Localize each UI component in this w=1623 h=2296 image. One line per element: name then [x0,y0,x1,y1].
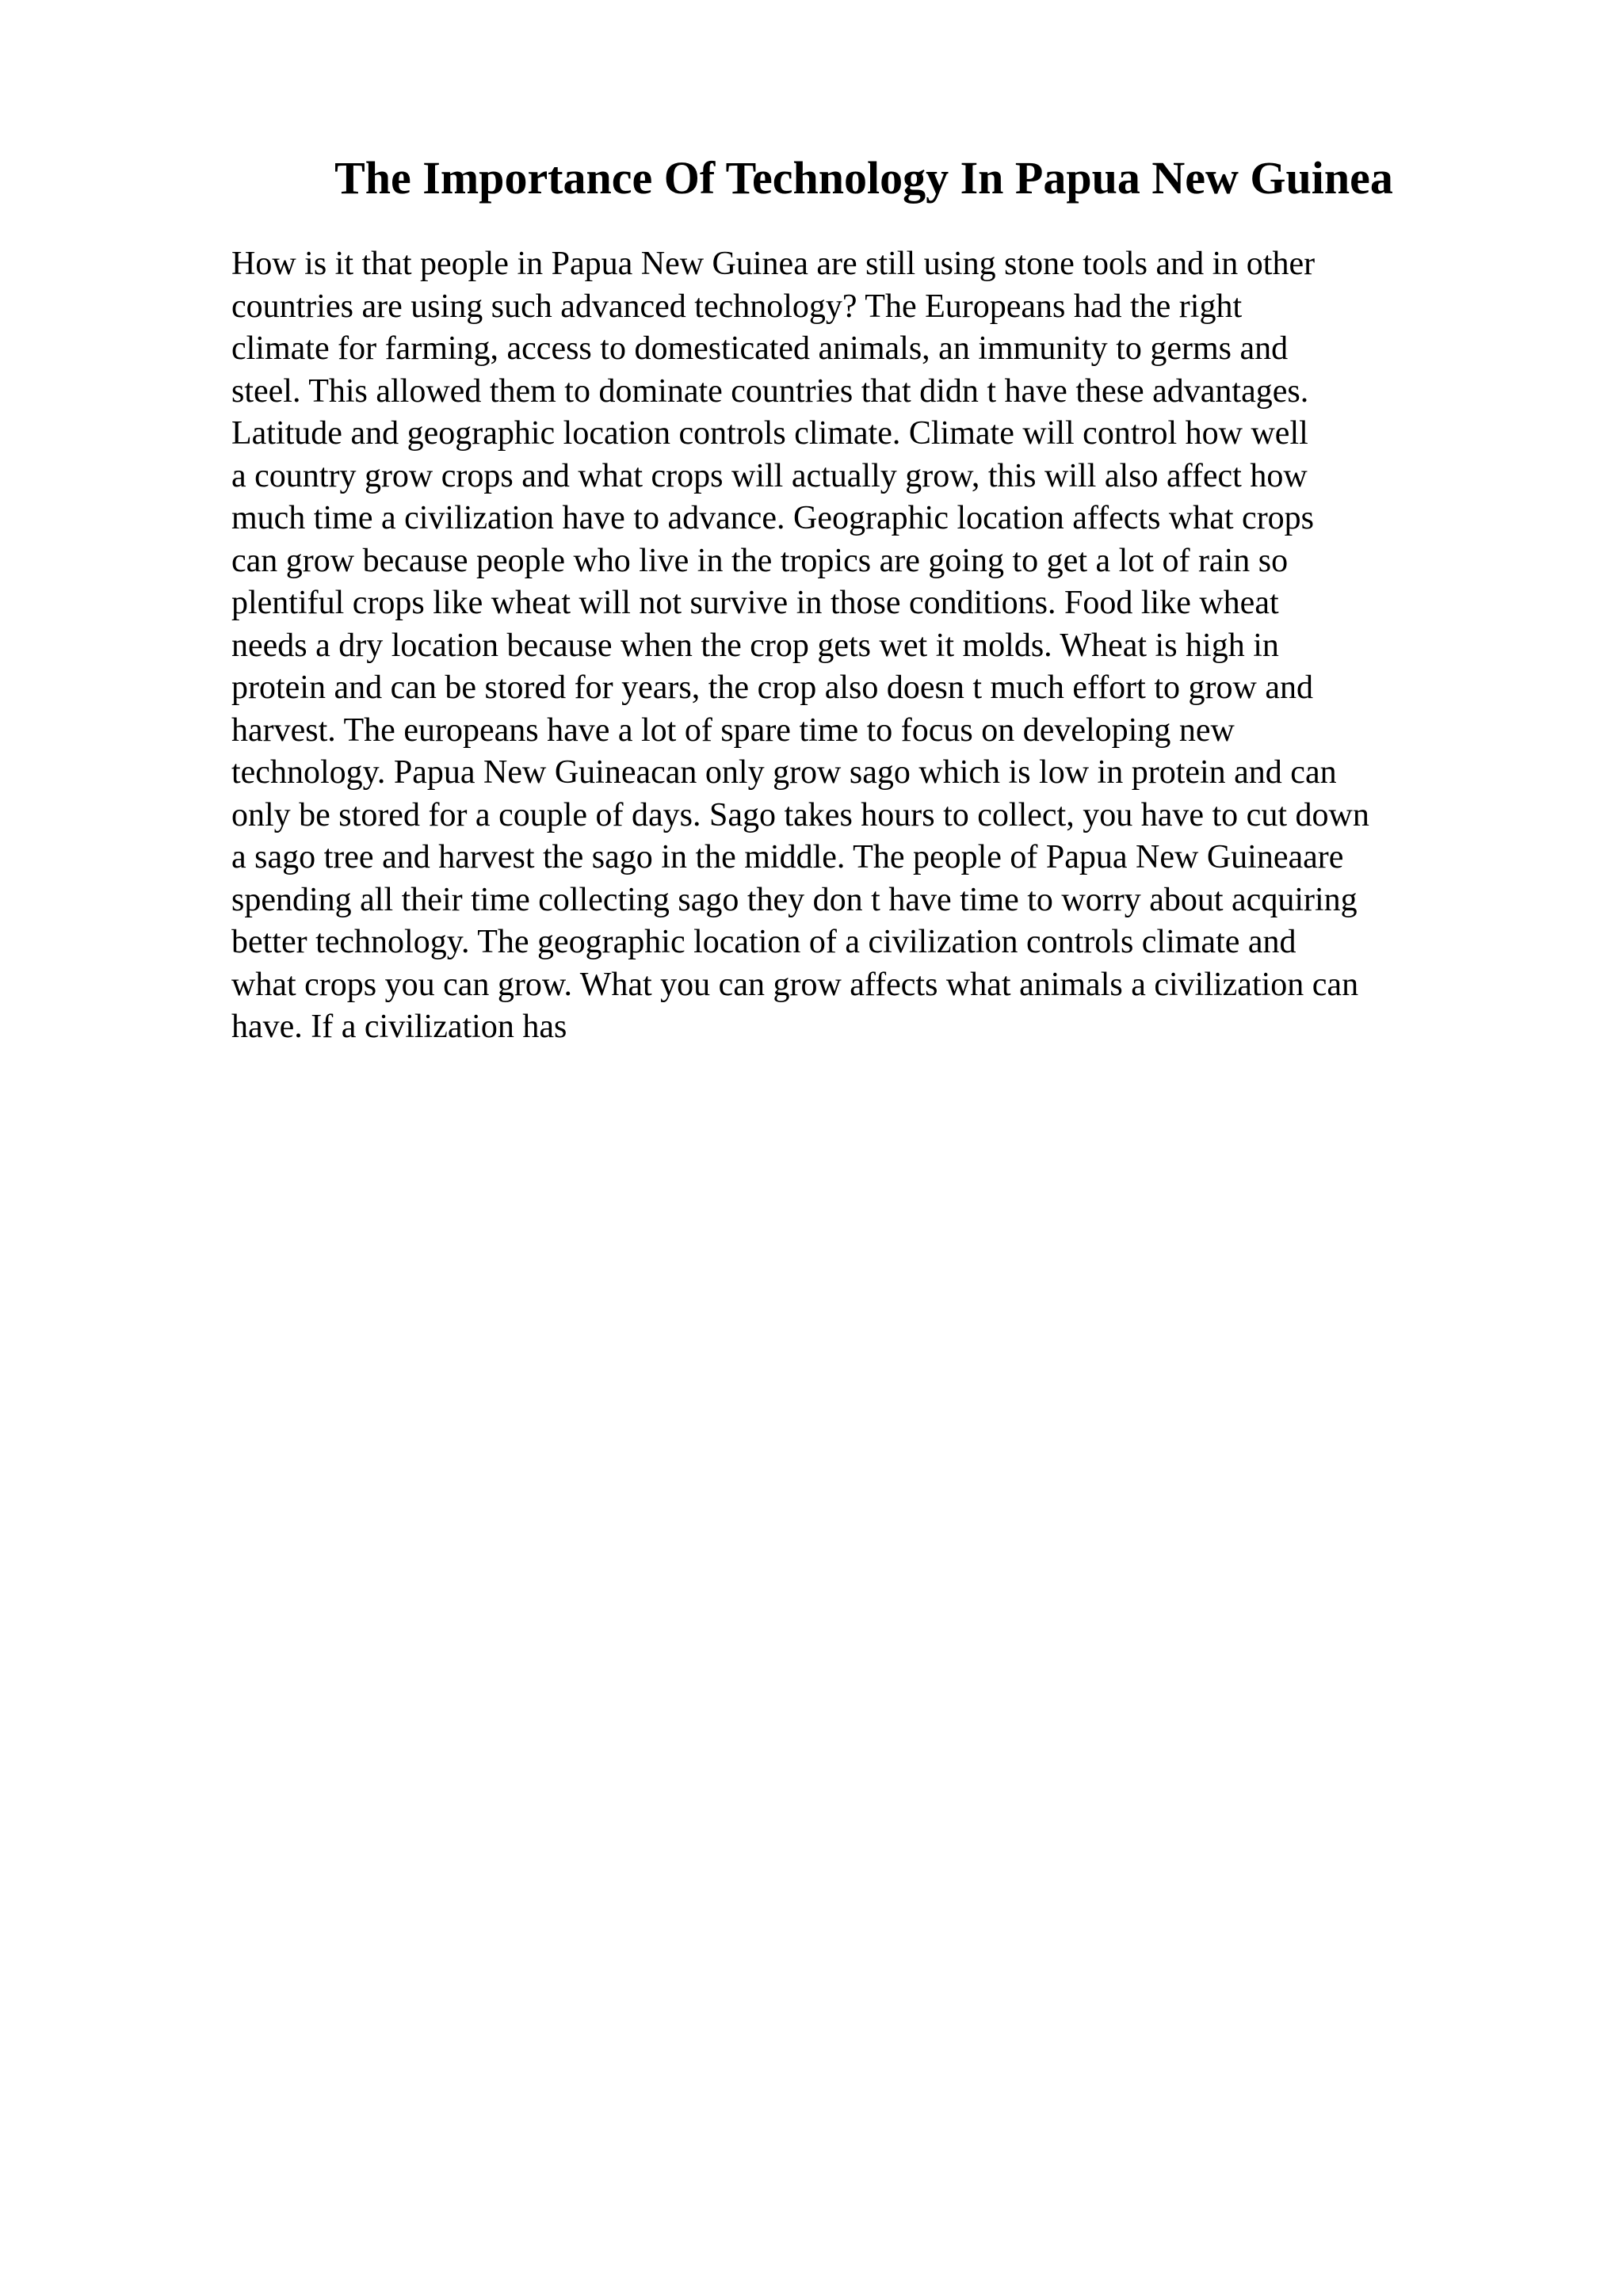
body-line: needs a dry location because when the crop gets wet it molds. Wheat is high in [231,627,1279,664]
body-line: better technology. The geographic location of a civilization controls climate and [231,924,1296,960]
body-line: can grow because people who live in the tropics are going to get a lot of rain so [231,542,1289,579]
body-line: technology. Papua New Guineacan only grow sago which is low in protein and can [231,754,1337,791]
body-line: protein and can be stored for years, the crop also doesn t much effort to grow and [231,669,1313,706]
body-line: a country grow crops and what crops will actually grow, this will also affect how [231,457,1308,494]
document-body [231,243,1515,1049]
body-line: only be stored for a couple of days. Sago takes hours to collect, you have to cut down [231,796,1369,833]
body-line: climate for farming, access to domesticated animals, an immunity to germs and [231,330,1289,367]
body-line: How is it that people in Papua New Guinea are still using stone tools and in other [231,246,1316,282]
body-line: a sago tree and harvest the sago in the middle. The people of Papua New Guineaare [231,839,1344,875]
body-line: countries are using such advanced technology? The Europeans had the right [231,288,1243,325]
body-line: steel. This allowed them to dominate countries that didn t have these advantages. [231,372,1309,410]
body-line: much time a civilization have to advance. Geographic location affects what crops [231,500,1315,536]
body-line: what crops you can grow. What you can grow affects what animals a civilization can [231,966,1359,1003]
body-line: plentiful crops like wheat will not survive in those conditions. Food like wheat [231,585,1279,621]
body-line: Latitude and geographic location controls climate. Climate will control how well [231,415,1308,452]
body-line: spending all their time collecting sago they don t have time to worry about acquiring [231,881,1358,918]
body-line: have. If a civilization has [231,1009,567,1045]
document-title: The Importance Of Technology In Papua New Guinea [334,152,1393,204]
body-line: harvest. The europeans have a lot of spare time to focus on developing new [231,711,1235,749]
